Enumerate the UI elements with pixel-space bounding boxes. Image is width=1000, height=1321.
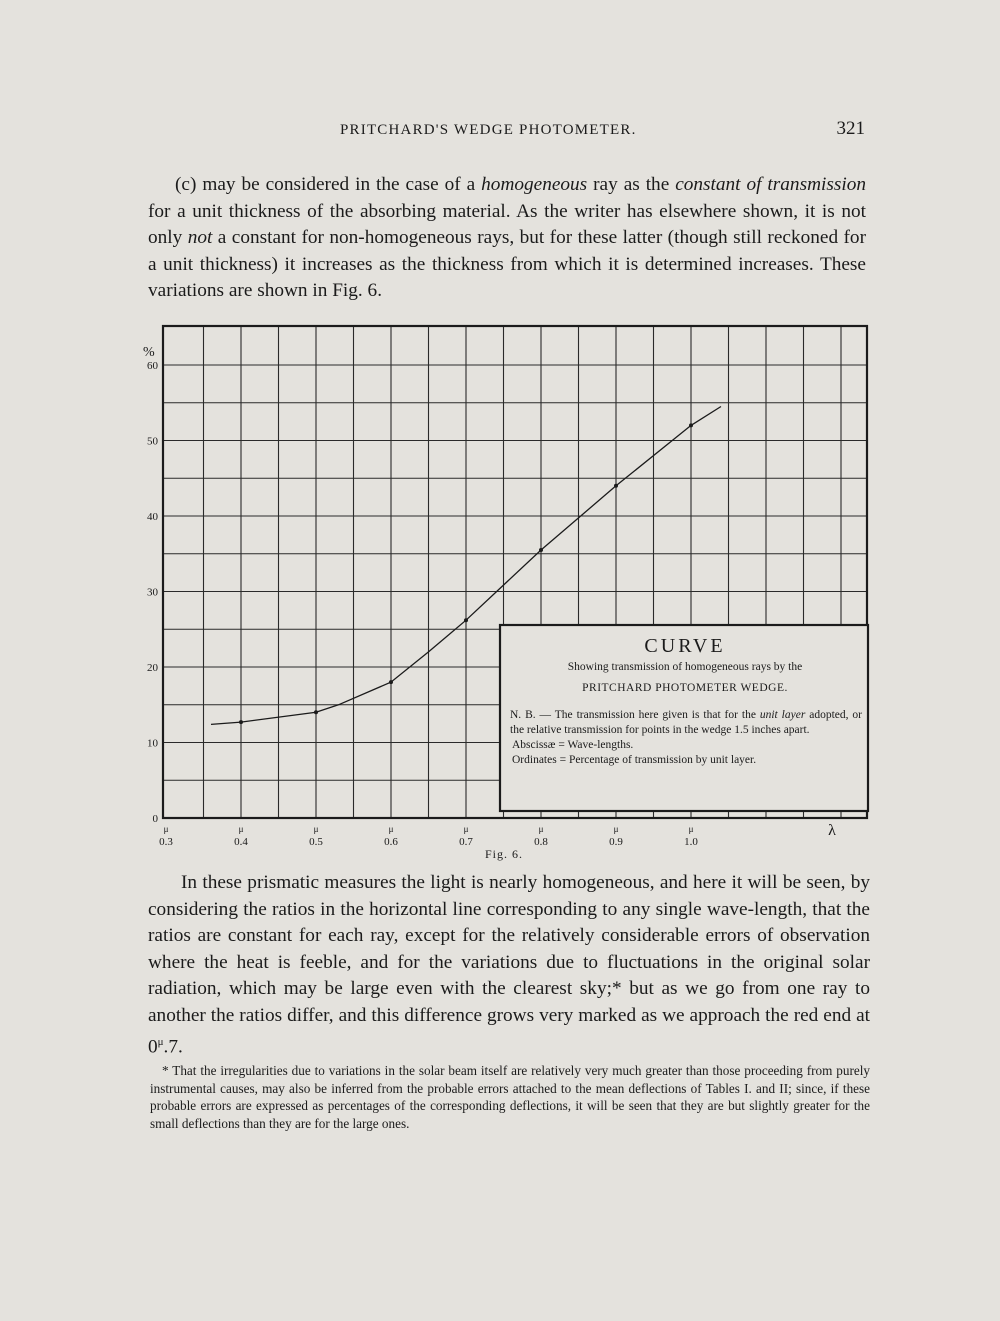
x-tick-label: 0.8 xyxy=(534,836,548,848)
y-tick-label: 40 xyxy=(147,511,158,523)
running-title: PRITCHARD'S WEDGE PHOTOMETER. xyxy=(340,122,637,138)
para1-italic-b: constant of transmission xyxy=(675,174,866,195)
x-tick-unit: μ xyxy=(613,824,619,834)
caption-note-italic: unit layer xyxy=(759,709,806,721)
caption-title: CURVE xyxy=(644,635,726,657)
para2-mu-unit: μ xyxy=(157,1036,164,1048)
x-tick-unit: μ xyxy=(313,824,319,834)
caption-name: PRITCHARD PHOTOMETER WEDGE. xyxy=(582,682,788,694)
y-tick-label: 30 xyxy=(147,586,158,599)
para2-text-b: .7. xyxy=(163,1036,183,1058)
caption-ordinates: Ordinates = Percentage of transmission by unit layer. xyxy=(512,754,757,766)
para1-text-d: a constant for non-homogeneous rays, but for these latter (though still reckoned for a unit thickness) it increases as the thickness from which it is determined increases. These variations are shown in Fig. 6. xyxy=(148,227,866,301)
x-tick-unit: μ xyxy=(463,824,469,834)
x-tick-unit: μ xyxy=(538,824,544,834)
x-axis-label: λ xyxy=(828,822,836,839)
y-tick-label: 50 xyxy=(147,435,158,448)
x-tick-label: 0.6 xyxy=(384,836,398,848)
caption-note-a: N. B. — The transmission here given is that for the xyxy=(510,709,760,721)
x-tick-label: 0.7 xyxy=(459,836,473,848)
x-tick-label: 0.3 xyxy=(159,836,173,848)
caption-subtitle: Showing transmission of homogeneous rays by the xyxy=(567,661,803,673)
y-tick-label: 20 xyxy=(147,662,158,674)
x-tick-label: 0.4 xyxy=(234,836,248,848)
caption-note xyxy=(510,708,862,738)
x-tick-label: 1.0 xyxy=(684,836,698,848)
figure-caption: Fig. 6. xyxy=(485,847,524,861)
para1-text-a: (c) may be considered in the case of a xyxy=(175,174,482,195)
x-tick-unit: μ xyxy=(688,824,694,834)
caption-abscissae: Abscissæ = Wave-lengths. xyxy=(512,739,634,751)
footnote: * That the irregularities due to variations in the solar beam itself are relatively very much greater than those proceeding from purely instrumental causes, may also be inferred from the probable errors attached to the mean deflections of Tables I. and II; since, if these probable errors are expressed as percentages of the corresponding deflections, it will be seen that they are but slightly greater for the small deflections than they are for the large ones. xyxy=(150,1063,870,1131)
y-tick-label: 60 xyxy=(147,360,158,372)
data-point xyxy=(239,720,243,724)
y-tick-label: 10 xyxy=(147,737,158,750)
x-tick-unit: μ xyxy=(238,824,244,834)
data-point xyxy=(614,484,618,488)
data-point xyxy=(689,423,693,427)
y-tick-label: 0 xyxy=(152,813,158,825)
x-tick-label: 0.5 xyxy=(309,836,323,848)
data-point xyxy=(389,680,393,684)
para1-text-c: for a unit thickness of the absorbing material. As the writer has elsewhere shown, it is not only xyxy=(148,200,866,248)
caption-box xyxy=(502,627,868,808)
para2-text-a: In these prismatic measures the light is nearly homogeneous, and here it will be seen, by considering the ratios in the horizontal line corresponding to any single wave-length, that the ratios are constant for each ray, except for the relatively considerable errors of observation where the heat is feeble, and for the variations due to fluctuations in the original solar radiation, which may be large even with the clearest sky;* but as we go from one ray to another the ratios differ, and this difference grows very marked as we approach the red end at 0 xyxy=(148,872,870,1058)
paragraph-2 xyxy=(148,870,870,1061)
page-number: 321 xyxy=(836,118,865,139)
para1-italic-c: not xyxy=(187,227,213,248)
para1-italic-a: homogeneous xyxy=(481,174,588,195)
data-point xyxy=(314,710,318,714)
x-tick-label: 0.9 xyxy=(609,836,623,848)
x-tick-unit: μ xyxy=(388,824,394,834)
data-point xyxy=(539,548,543,552)
data-point xyxy=(464,618,468,622)
x-tick-unit: μ xyxy=(163,824,169,834)
caption-note-b: adopted, or the relative transmission for points in the wedge 1.5 inches apart. xyxy=(510,709,863,736)
para1-text-b: ray as the xyxy=(587,174,676,195)
y-axis-label: % xyxy=(143,345,155,360)
